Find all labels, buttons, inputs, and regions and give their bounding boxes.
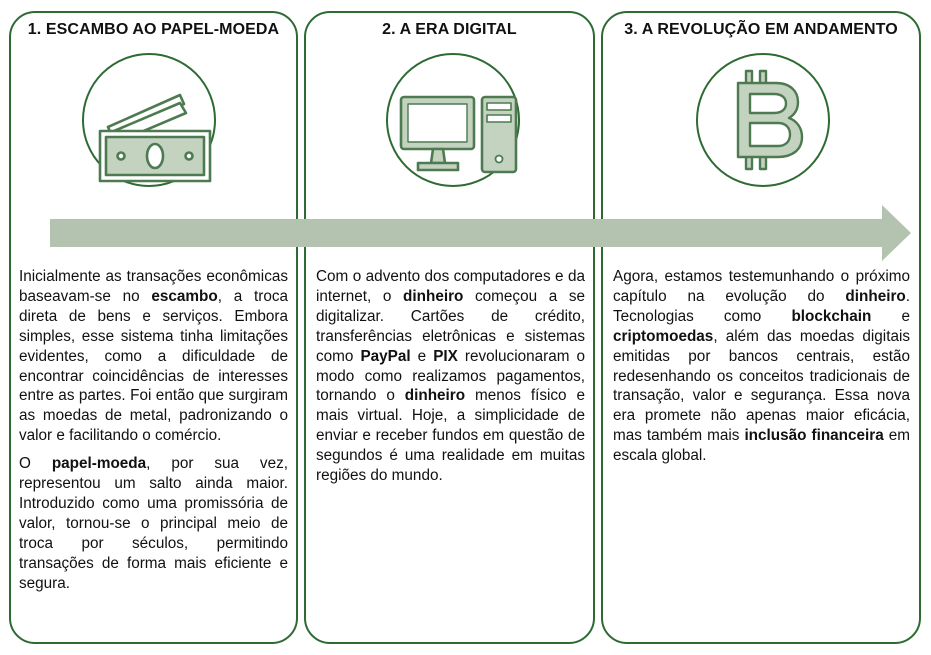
bold-term: dinheiro [403, 287, 464, 305]
text-run: começou a se digitalizar. Cartões de crédito, transferências eletrônicas e sistemas como [316, 287, 586, 365]
icon-circle [696, 53, 830, 187]
panel-title: 3. A REVOLUÇÃO EM ANDAMENTO [624, 21, 898, 38]
panel-text [19, 267, 288, 602]
text-run: Com o advento dos computadores e da internet, o [316, 268, 585, 305]
bold-term: escambo [151, 287, 218, 305]
banknotes-icon [84, 55, 214, 185]
bold-term: PIX [433, 347, 458, 365]
text-run: , por sua vez, representou um salto ainda maior. Introduzido como uma promissória de valor, tornou-se o principal meio de troca por séculos, permitindo transações de forma mais eficiente e segura. [19, 455, 288, 592]
paragraph [316, 267, 585, 486]
paragraph [19, 454, 288, 593]
text-run: revolucionaram o modo como realizamos pagamentos, tornando o [316, 347, 585, 405]
text-run: , além das moedas digitais emitidas por bancos centrais, estão redesenhando os conceitos tradicionais de transação, valor e segurança. Essa nova era promete não apenas maior eficácia, mas também mais [613, 327, 910, 445]
panel-text [316, 267, 585, 494]
text-run: e [410, 347, 434, 365]
text-run: , a troca direta de bens e serviços. Embora simples, esse sistema tinha limitações evidentes, como a dificuldade de encontrar coincidências de interesses entre as partes. Foi então que surgiram as moedas de metal, padronizando o valor e facilitando o comércio. [19, 287, 288, 445]
bold-term: dinheiro [845, 287, 906, 305]
text-run: . Tecnologias como [613, 287, 910, 325]
text-run: e [871, 307, 910, 325]
panel-escambo [9, 11, 298, 644]
paragraph [613, 267, 910, 466]
text-run: em escala global. [613, 427, 910, 465]
bold-term: dinheiro [404, 387, 466, 405]
icon-circle [386, 53, 520, 187]
text-run: Agora, estamos testemunhando o próximo capítulo na evolução do [613, 268, 910, 305]
panel-title: 2. A ERA DIGITAL [382, 21, 517, 38]
panel-text [613, 267, 910, 474]
text-run: menos físico e mais virtual. Hoje, a simplicidade de enviar e receber fundos em questão de segundos é uma realidade em muitas regiões do mundo. [316, 387, 585, 485]
text-run: O [19, 455, 52, 473]
bitcoin-icon [698, 55, 828, 185]
paragraph [19, 267, 288, 446]
icon-circle [82, 53, 216, 187]
panel-title: 1. ESCAMBO AO PAPEL-MOEDA [27, 21, 280, 38]
desktop-computer-icon [388, 55, 518, 185]
bold-term: criptomoedas [613, 327, 714, 345]
bold-term: blockchain [791, 307, 872, 325]
panel-era-digital [304, 11, 595, 644]
bold-term: inclusão financeira [744, 427, 884, 445]
text-run: Inicialmente as transações econômicas baseavam-se no [19, 268, 288, 305]
bold-term: PayPal [360, 347, 411, 365]
bold-term: papel-moeda [51, 455, 147, 473]
panel-revolucao [601, 11, 921, 644]
